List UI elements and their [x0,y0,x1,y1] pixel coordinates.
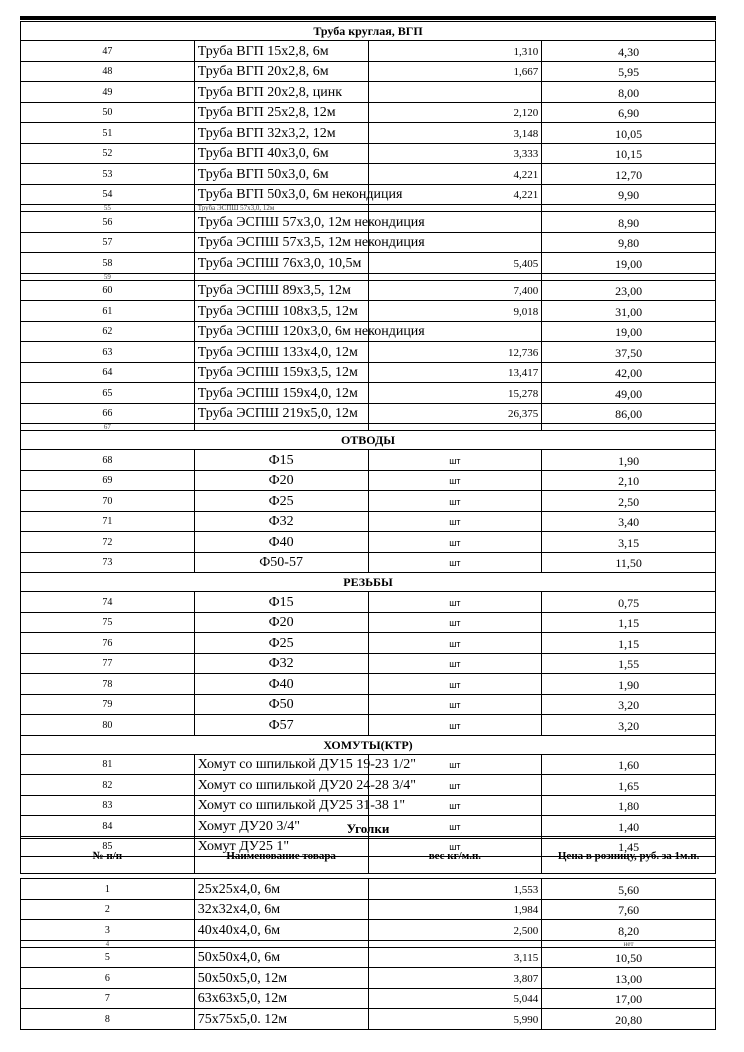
product-price [542,424,716,431]
product-price: 1,55 [542,653,716,674]
table-row [21,102,716,123]
row-number: 2 [21,899,195,920]
product-name: Труба ЭСПШ 76х3,0, 10,5м [194,253,368,274]
product-name: Хомут со шпилькой ДУ15 19-23 1/2" [194,754,368,775]
header-weight: вес кг/м.п. [368,839,542,874]
product-name: Труба ВГП 50х3,0, 6м [194,164,368,185]
product-weight: 9,018 [368,301,542,322]
table-row [21,424,716,431]
row-number: 75 [21,612,195,633]
product-name: Ф40 [194,674,368,695]
row-number: 74 [21,592,195,613]
product-price: 3,20 [542,715,716,736]
product-weight: шт [368,836,542,857]
product-price: 10,05 [542,123,716,144]
row-number: 58 [21,253,195,274]
row-number: 63 [21,342,195,363]
product-name: Труба ЭСПШ 120х3,0, 6м некондиция [194,321,368,342]
table-row [21,491,716,512]
row-number: 3 [21,920,195,941]
row-number: 54 [21,184,195,205]
row-number: 76 [21,633,195,654]
product-price: 37,50 [542,342,716,363]
section-rezby [21,573,716,592]
table-row [21,342,716,363]
product-name: Ф50 [194,694,368,715]
product-price: 17,00 [542,988,716,1009]
product-price: 10,15 [542,143,716,164]
table-row [21,232,716,253]
product-name: 25х25х4,0, 6м [194,879,368,900]
product-weight: шт [368,511,542,532]
ugolki-table [20,820,716,1030]
row-number: 50 [21,102,195,123]
product-price: 8,20 [542,920,716,941]
table-row [21,184,716,205]
table-row [21,362,716,383]
product-weight [368,82,542,103]
table-row [21,273,716,280]
product-weight: шт [368,754,542,775]
product-weight: шт [368,450,542,471]
section-vgp [21,22,716,41]
product-weight: шт [368,592,542,613]
product-name: Ф25 [194,633,368,654]
top-border [20,16,716,20]
row-number: 6 [21,968,195,989]
product-weight: шт [368,694,542,715]
section-otvody-title: ОТВОДЫ [21,431,716,450]
table-row [21,212,716,233]
header-price: Цена в розницу, руб. за 1м.п. [542,839,716,874]
row-number: 51 [21,123,195,144]
table-row [21,612,716,633]
product-weight [368,940,542,947]
product-price: 1,40 [542,816,716,837]
product-price: 3,15 [542,532,716,553]
product-name: Хомут ДУ25 1" [194,836,368,857]
product-price: 2,50 [542,491,716,512]
header-num: № п/п [21,839,195,874]
product-weight: 1,553 [368,879,542,900]
table-row [21,694,716,715]
row-number: 69 [21,470,195,491]
product-price: 9,80 [542,232,716,253]
row-number: 47 [21,41,195,62]
product-weight [368,424,542,431]
row-number: 57 [21,232,195,253]
product-name: Ф20 [194,612,368,633]
table-row [21,470,716,491]
product-name: Труба ВГП 40х3,0, 6м [194,143,368,164]
product-price: 1,80 [542,795,716,816]
row-number: 64 [21,362,195,383]
section-vgp-title: Труба круглая, ВГП [21,22,716,41]
ugolki-title-row [21,820,716,839]
table-row [21,879,716,900]
table-row [21,450,716,471]
row-number: 48 [21,61,195,82]
product-price: 3,40 [542,511,716,532]
row-number: 82 [21,775,195,796]
product-price: 20,80 [542,1009,716,1030]
product-price: 5,95 [542,61,716,82]
table-row [21,82,716,103]
product-name: Труба ЭСПШ 219х5,0, 12м [194,403,368,424]
section-homuty [21,735,716,754]
product-name: Труба ВГП 20х2,8, цинк [194,82,368,103]
product-name: Ф50-57 [194,552,368,573]
product-weight: 3,148 [368,123,542,144]
product-weight: шт [368,715,542,736]
product-price: 19,00 [542,253,716,274]
section-otvody [21,431,716,450]
product-price: 2,10 [542,470,716,491]
product-weight: 1,310 [368,41,542,62]
product-weight: 1,984 [368,899,542,920]
product-price: 7,60 [542,899,716,920]
row-number: 72 [21,532,195,553]
table-row [21,321,716,342]
product-name: Труба ЭСПШ 57х3,0, 12м некондиция [194,212,368,233]
table-row [21,403,716,424]
product-name: Труба ЭСПШ 57х3,5, 12м некондиция [194,232,368,253]
product-name: 40х40х4,0, 6м [194,920,368,941]
product-name: Хомут со шпилькой ДУ25 31-38 1" [194,795,368,816]
row-number: 7 [21,988,195,1009]
product-name: Труба ЭСПШ 159х3,5, 12м [194,362,368,383]
row-number: 79 [21,694,195,715]
product-price: 1,45 [542,836,716,857]
table-row [21,123,716,144]
table-row [21,715,716,736]
header-name: Наименование товара [194,839,368,874]
product-name: Ф20 [194,470,368,491]
product-weight: 3,807 [368,968,542,989]
row-number: 66 [21,403,195,424]
product-price: 1,90 [542,450,716,471]
table-row [21,920,716,941]
table-row [21,41,716,62]
row-number: 78 [21,674,195,695]
row-number: 5 [21,947,195,968]
product-name: Ф25 [194,491,368,512]
table-row [21,253,716,274]
product-weight: шт [368,532,542,553]
product-weight [368,273,542,280]
product-price: 8,00 [542,82,716,103]
product-weight: 15,278 [368,383,542,404]
row-number: 56 [21,212,195,233]
product-price: 1,15 [542,633,716,654]
product-price: 31,00 [542,301,716,322]
table-row [21,899,716,920]
row-number: 1 [21,879,195,900]
product-weight: шт [368,470,542,491]
product-weight: 2,500 [368,920,542,941]
table-row [21,1009,716,1030]
product-price: 6,90 [542,102,716,123]
product-name: 63х63х5,0, 12м [194,988,368,1009]
table-row [21,795,716,816]
section-rezby-title: РЕЗЬБЫ [21,573,716,592]
product-price: 0,75 [542,592,716,613]
table-row [21,164,716,185]
product-name: Труба ВГП 25х2,8, 12м [194,102,368,123]
product-weight: шт [368,653,542,674]
product-name: Труба ЭСПШ 57х3,0, 12м [194,205,368,212]
table-row [21,775,716,796]
product-name: Труба ВГП 20х2,8, 6м [194,61,368,82]
product-weight: 12,736 [368,342,542,363]
row-number: 60 [21,280,195,301]
product-weight: шт [368,775,542,796]
price-table [20,21,716,857]
product-price [542,205,716,212]
product-name: Труба ЭСПШ 108х3,5, 12м [194,301,368,322]
product-price [542,273,716,280]
product-name: Ф57 [194,715,368,736]
table-row [21,301,716,322]
table-row [21,552,716,573]
product-weight: 5,044 [368,988,542,1009]
row-number: 4 [21,940,195,947]
table-row [21,674,716,695]
product-weight: шт [368,674,542,695]
product-price: 10,50 [542,947,716,968]
product-weight: 4,221 [368,164,542,185]
table-row [21,947,716,968]
product-price: 19,00 [542,321,716,342]
product-weight: 7,400 [368,280,542,301]
product-name [194,273,368,280]
table-row [21,383,716,404]
table-row [21,754,716,775]
product-price: нет [542,940,716,947]
product-weight: 3,333 [368,143,542,164]
row-number: 53 [21,164,195,185]
table-row [21,532,716,553]
product-name: Труба ЭСПШ 89х3,5, 12м [194,280,368,301]
row-number: 62 [21,321,195,342]
table-row [21,143,716,164]
product-weight: 1,667 [368,61,542,82]
product-price: 12,70 [542,164,716,185]
product-name: Ф32 [194,511,368,532]
row-number: 83 [21,795,195,816]
product-price: 11,50 [542,552,716,573]
product-weight: 4,221 [368,184,542,205]
product-name: Труба ВГП 32х3,2, 12м [194,123,368,144]
section-homuty-title: ХОМУТЫ(КТР) [21,735,716,754]
product-weight [368,205,542,212]
product-price: 3,20 [542,694,716,715]
table-row [21,988,716,1009]
product-name: Труба ЭСПШ 133х4,0, 12м [194,342,368,363]
product-price: 1,65 [542,775,716,796]
product-name: Ф15 [194,450,368,471]
row-number: 68 [21,450,195,471]
product-name: 32х32х4,0, 6м [194,899,368,920]
product-weight: шт [368,612,542,633]
product-price: 1,90 [542,674,716,695]
ugolki-header-row [21,839,716,874]
ugolki-title: Уголки [346,821,390,836]
table-row [21,940,716,947]
row-number: 81 [21,754,195,775]
product-price: 86,00 [542,403,716,424]
product-price: 23,00 [542,280,716,301]
product-name: 50х50х4,0, 6м [194,947,368,968]
table-row [21,968,716,989]
table-row [21,633,716,654]
row-number: 85 [21,836,195,857]
product-price: 1,15 [542,612,716,633]
product-weight: шт [368,795,542,816]
table-row [21,592,716,613]
row-number: 8 [21,1009,195,1030]
product-price: 13,00 [542,968,716,989]
product-weight: 5,990 [368,1009,542,1030]
table-row [21,61,716,82]
product-name: 75х75х5,0. 12м [194,1009,368,1030]
product-name: Ф15 [194,592,368,613]
row-number: 59 [21,273,195,280]
row-number: 65 [21,383,195,404]
product-name: Хомут ДУ20 3/4" [194,816,368,837]
product-price: 42,00 [542,362,716,383]
row-number: 77 [21,653,195,674]
row-number: 49 [21,82,195,103]
product-name: Ф40 [194,532,368,553]
product-name [194,940,368,947]
row-number: 73 [21,552,195,573]
product-price: 1,60 [542,754,716,775]
product-name: Хомут со шпилькой ДУ20 24-28 3/4" [194,775,368,796]
row-number: 55 [21,205,195,212]
product-weight: 3,115 [368,947,542,968]
table-row [21,511,716,532]
product-weight: 5,405 [368,253,542,274]
row-number: 71 [21,511,195,532]
product-price: 49,00 [542,383,716,404]
product-price: 5,60 [542,879,716,900]
product-price: 4,30 [542,41,716,62]
table-row [21,280,716,301]
table-row [21,653,716,674]
product-name [194,424,368,431]
row-number: 84 [21,816,195,837]
product-price: 9,90 [542,184,716,205]
product-weight: шт [368,491,542,512]
product-name: Ф32 [194,653,368,674]
product-weight: шт [368,633,542,654]
product-weight: 2,120 [368,102,542,123]
product-name: 50х50х5,0, 12м [194,968,368,989]
row-number: 52 [21,143,195,164]
product-weight: 26,375 [368,403,542,424]
row-number: 61 [21,301,195,322]
product-price: 8,90 [542,212,716,233]
product-name: Труба ВГП 15х2,8, 6м [194,41,368,62]
product-weight: шт [368,816,542,837]
row-number: 80 [21,715,195,736]
product-name: Труба ВГП 50х3,0, 6м некондиция [194,184,368,205]
product-weight: шт [368,552,542,573]
product-name: Труба ЭСПШ 159х4,0, 12м [194,383,368,404]
row-number: 70 [21,491,195,512]
row-number: 67 [21,424,195,431]
product-weight: 13,417 [368,362,542,383]
table-row [21,205,716,212]
